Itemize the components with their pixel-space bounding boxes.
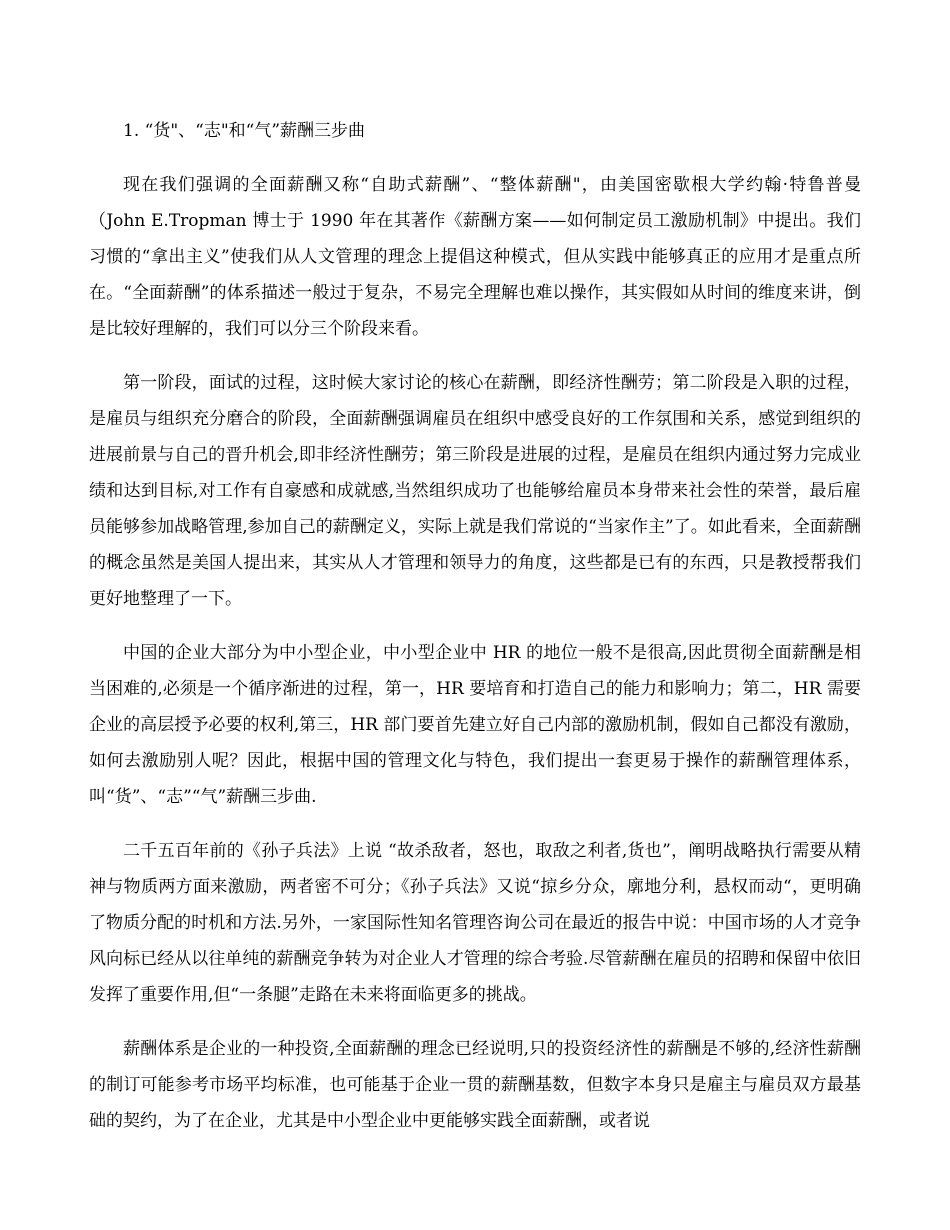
- section-heading: 1. “货"、“志"和“气”薪酬三步曲: [123, 121, 366, 141]
- document-body: [89, 113, 861, 1157]
- paragraph-5: 薪酬体系是企业的一种投资,全面薪酬的理念已经说明,只的投资经济性的薪酬是不够的,经济性薪酬的制订可能参考市场平均标准，也可能基于企业一贯的薪酬基数，但数字本身只是雇主与雇员双方最基础的契约，为了在企业，尤其是中小型企业中更能够实践全面薪酬，或者说: [89, 1039, 861, 1131]
- paragraph-4: 二千五百年前的《孙子兵法》上说 “故杀敌者，怒也，取敌之利者,货也”，阐明战略执行需要从精神与物质两方面来激励，两者密不可分；《孙子兵法》又说“掠乡分众，廓地分利，悬权而动“，更明确了物质分配的时机和方法.另外，一家国际性知名管理咨询公司在最近的报告中说：中国市场的人才竞争风向标已经从以往单纯的薪酬竞争转为对企业人才管理的综合考验.尽管薪酬在雇员的招聘和保留中依旧发挥了重要作用,但“一条腿”走路在未来将面临更多的挑战。: [89, 841, 861, 1005]
- paragraph-3: 中国的企业大部分为中小型企业，中小型企业中 HR 的地位一般不是很高,因此贯彻全面薪酬是相当困难的,必须是一个循序渐进的过程，第一，HR 要培育和打造自己的能力和影响力；第二，HR 需要企业的高层授予必要的权利,第三，HR 部门要首先建立好自己内部的激励机制，假如自己都没有激励，如何去激励别人呢？因此，根据中国的管理文化与特色，我们提出一套更易于操作的薪酬管理体系，叫“货”、“志”“气”薪酬三步曲.: [89, 643, 861, 807]
- paragraph-2: 第一阶段，面试的过程，这时候大家讨论的核心在薪酬，即经济性酬劳；第二阶段是入职的过程，是雇员与组织充分磨合的阶段，全面薪酬强调雇员在组织中感受良好的工作氛围和关系，感觉到组织的进展前景与自己的晋升机会,即非经济性酬劳；第三阶段是进展的过程，是雇员在组织内通过努力完成业绩和达到目标,对工作有自豪感和成就感,当然组织成功了也能够给雇员本身带来社会性的荣誉，最后雇员能够参加战略管理,参加自己的薪酬定义，实际上就是我们常说的“当家作主”了。如此看来，全面薪酬的概念虽然是美国人提出来，其实从人才管理和领导力的角度，这些都是已有的东西，只是教授帮我们更好地整理了一下。: [89, 373, 861, 609]
- paragraph-1: 现在我们强调的全面薪酬又称“自助式薪酬”、“整体薪酬"，由美国密歇根大学约翰·特鲁普曼（John E.Tropman 博士于 1990 年在其著作《薪酬方案——如何制定员工激励机制》中提出。我们习惯的“拿出主义”使我们从人文管理的理念上提倡这种模式，但从实践中能够真正的应用才是重点所在。“全面薪酬”的体系描述一般过于复杂，不易完全理解也难以操作，其实假如从时间的维度来讲，倒是比较好理解的，我们可以分三个阶段来看。: [89, 175, 861, 339]
